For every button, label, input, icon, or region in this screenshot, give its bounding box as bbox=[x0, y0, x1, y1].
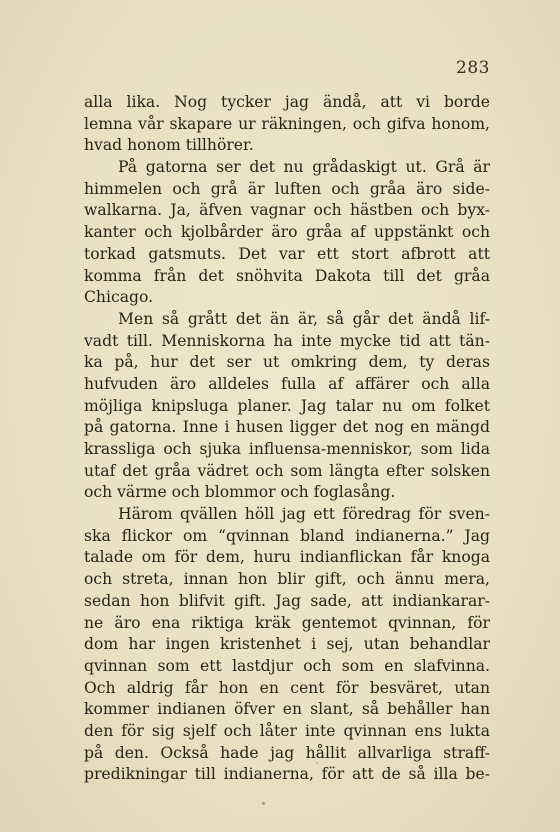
text-line: qvinnan som ett lastdjur och som en slafvinna. bbox=[84, 656, 490, 675]
text-line: himmelen och grå är luften och gråa äro side- bbox=[84, 179, 490, 198]
text-line: På gatorna ser det nu grådaskigt ut. Grå är bbox=[118, 158, 490, 177]
text-line: ska flickor om “qvinnan bland indianerna.” Jag bbox=[84, 526, 490, 545]
text-line: och värme och blommor och foglasång. bbox=[84, 483, 396, 502]
text-line: hufvuden äro alldeles fulla af affärer och alla bbox=[84, 374, 490, 393]
text-line: dom har ingen kristenhet i sej, utan behandlar bbox=[84, 635, 490, 654]
text-line: lemna vår skapare ur räkningen, och gifva honom, bbox=[84, 114, 490, 133]
text-line: Men så grått det än är, så går det ändå lif- bbox=[118, 309, 490, 328]
text-line: kanter och kjolbårder äro gråa af uppstänkt och bbox=[84, 223, 490, 242]
page-number: 283 bbox=[456, 58, 490, 78]
paper-speck bbox=[316, 762, 318, 764]
text-line: Och aldrig får hon en cent för besväret, utan bbox=[84, 678, 490, 697]
text-line: Chicago. bbox=[84, 288, 154, 307]
text-line: hvad honom tillhörer. bbox=[84, 136, 254, 155]
text-line: vadt till. Menniskorna ha inte mycke tid att tän- bbox=[84, 331, 490, 350]
text-line: utaf det gråa vädret och som längta efter solsken bbox=[84, 461, 490, 480]
text-line: möjliga knipsluga planer. Jag talar nu om folket bbox=[84, 396, 490, 415]
text-line: komma från det snöhvita Dakota till det gråa bbox=[84, 266, 490, 285]
body-text bbox=[84, 92, 490, 786]
text-line: ka på, hur det ser ut omkring dem, ty deras bbox=[84, 353, 490, 372]
text-line: krassliga och sjuka influensa-menniskor, som lida bbox=[84, 440, 490, 458]
text-line: walkarna. Ja, äfven vagnar och hästben och byx- bbox=[84, 201, 490, 220]
text-line: predikningar till indianerna, för att de så illa be- bbox=[84, 765, 490, 784]
text-line: talade om för dem, huru indianflickan får knoga bbox=[84, 548, 490, 567]
paper-speck bbox=[262, 802, 265, 805]
text-line: den för sig sjelf och låter inte qvinnan ens lukta bbox=[84, 721, 490, 740]
text-line: Härom qvällen höll jag ett föredrag för sven- bbox=[118, 505, 490, 524]
text-line: torkad gatsmuts. Det var ett stort afbrott att bbox=[84, 244, 490, 263]
text-line: på gatorna. Inne i husen ligger det nog en mängd bbox=[84, 418, 490, 437]
text-line: alla lika. Nog tycker jag ändå, att vi borde bbox=[84, 93, 490, 111]
text-line: och streta, innan hon blir gift, och ännu mera, bbox=[84, 570, 490, 589]
text-line: sedan hon blifvit gift. Jag sade, att indiankarar- bbox=[84, 591, 490, 610]
text-line: på den. Också hade jag hållit allvarliga straff- bbox=[84, 743, 490, 762]
text-line: ne äro ena riktiga kräk gentemot qvinnan, för bbox=[84, 613, 490, 632]
text-line: kommer indianen öfver en slant, så behåller han bbox=[84, 700, 490, 719]
